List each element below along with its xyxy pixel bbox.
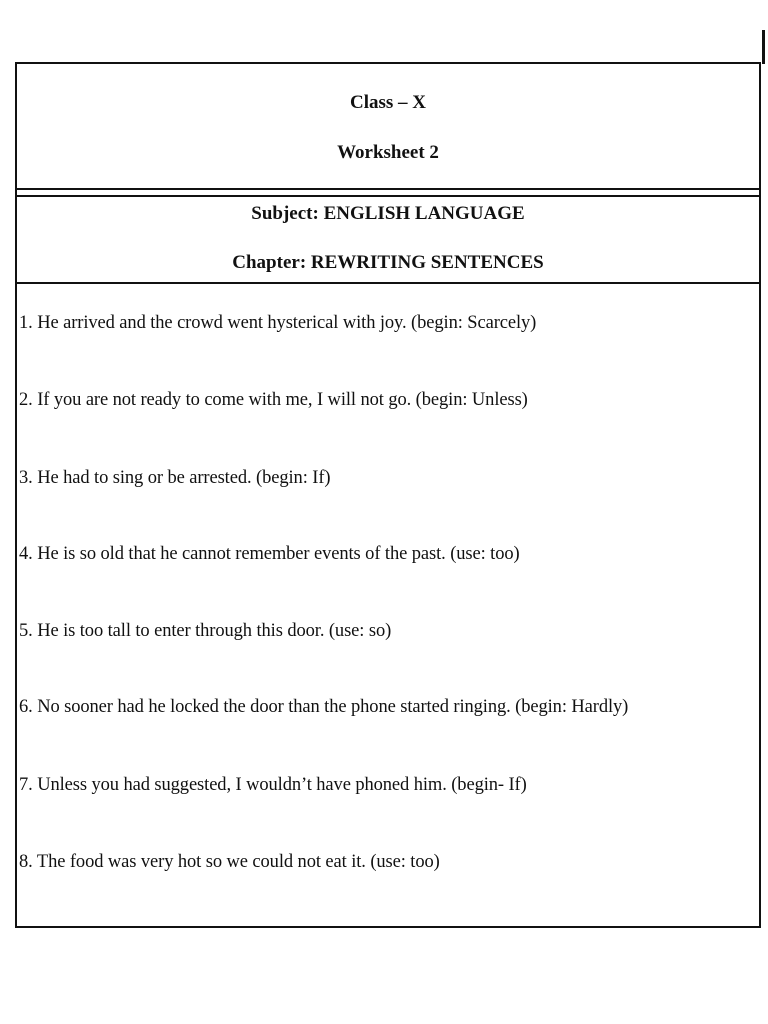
- class-label: Class – X: [349, 92, 426, 113]
- question-item: 1. He arrived and the crowd went hysterical with joy. (begin: Scarcely): [19, 313, 537, 333]
- subject-section: [17, 195, 759, 284]
- question-item: 4. He is so old that he cannot remember events of the past. (use: too): [19, 544, 520, 564]
- page-edge-line: [762, 30, 765, 64]
- chapter-label: Chapter: REWRITING SENTENCES: [232, 252, 544, 273]
- question-item: 8. The food was very hot so we could not eat it. (use: too): [19, 852, 440, 872]
- worksheet-header: [17, 64, 759, 190]
- question-item: 2. If you are not ready to come with me, I will not go. (begin: Unless): [19, 390, 528, 410]
- question-item: 3. He had to sing or be arrested. (begin: If): [19, 468, 331, 488]
- subject-label: Subject: ENGLISH LANGUAGE: [251, 203, 525, 224]
- question-item: 6. No sooner had he locked the door than the phone started ringing. (begin: Hardly): [19, 697, 629, 717]
- question-item: 5. He is too tall to enter through this door. (use: so): [19, 621, 392, 641]
- question-item: 7. Unless you had suggested, I wouldn’t have phoned him. (begin- If): [19, 775, 527, 795]
- worksheet-label: Worksheet 2: [337, 142, 439, 163]
- worksheet-frame: [15, 62, 761, 928]
